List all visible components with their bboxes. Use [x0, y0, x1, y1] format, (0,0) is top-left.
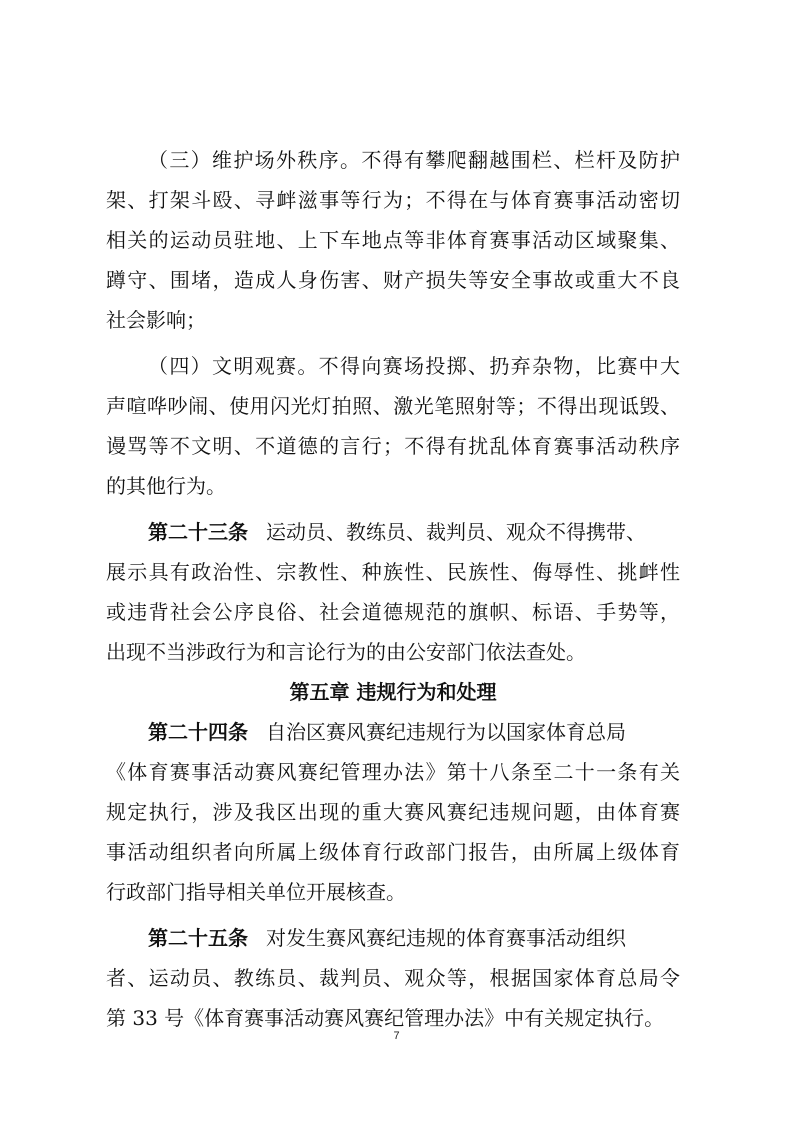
text-line: 相关的运动员驻地、上下车地点等非体育赛事活动区域聚集、: [106, 228, 680, 252]
page-body: [106, 140, 680, 1038]
text-line: 行政部门指导相关单位开展核查。: [106, 880, 406, 904]
text-line: 蹲守、围堵，造成人身伤害、财产损失等安全事故或重大不良: [106, 268, 680, 292]
text-line: 的其他行为。: [106, 474, 226, 498]
text-line: 展示具有政治性、宗教性、种族性、民族性、侮辱性、挑衅性: [106, 560, 680, 584]
paragraph-civilized-viewing: [106, 346, 680, 506]
text-line: 《体育赛事活动赛风赛纪管理办法》第十八条至二十一条有关: [106, 760, 680, 784]
text-line: 出现不当涉政行为和言论行为的由公安部门依法查处。: [106, 640, 586, 664]
text-line: 事活动组织者向所属上级体育行政部门报告，由所属上级体育: [106, 840, 680, 864]
text-line: 声喧哗吵闹、使用闪光灯拍照、激光笔照射等；不得出现诋毁、: [106, 394, 680, 418]
article-title: 第二十五条: [148, 926, 248, 950]
paragraph-maintain-order: [106, 140, 680, 340]
article-first-line: [106, 712, 680, 752]
text-line: 社会影响；: [106, 308, 206, 332]
article-first-line: [106, 918, 680, 958]
text-line: 规定执行，涉及我区出现的重大赛风赛纪违规问题，由体育赛: [106, 800, 680, 824]
article-text: 自治区赛风赛纪违规行为以国家体育总局: [266, 720, 626, 744]
article-text: 运动员、教练员、裁判员、观众不得携带、: [266, 520, 646, 544]
text-line: 谩骂等不文明、不道德的言行；不得有扰乱体育赛事活动秩序: [106, 434, 680, 458]
article-24: [106, 712, 680, 912]
article-title: 第二十四条: [148, 720, 248, 744]
page-number: 7: [393, 1030, 400, 1042]
text-line: 者、运动员、教练员、裁判员、观众等，根据国家体育总局令: [106, 966, 680, 990]
text-line: 架、打架斗殴、寻衅滋事等行为；不得在与体育赛事活动密切: [106, 188, 680, 212]
text-line: （三）维护场外秩序。不得有攀爬翻越围栏、栏杆及防护: [148, 148, 680, 172]
article-23: [106, 512, 680, 672]
text-line: 或违背社会公序良俗、社会道德规范的旗帜、标语、手势等，: [106, 600, 680, 624]
article-text: 对发生赛风赛纪违规的体育赛事活动组织: [266, 926, 626, 950]
text-line: （四）文明观赛。不得向赛场投掷、扔弃杂物，比赛中大: [148, 354, 680, 378]
article-title: 第二十三条: [148, 520, 248, 544]
chapter-heading: 第五章 违规行为和处理: [289, 680, 497, 704]
text-line: 第 33 号《体育赛事活动赛风赛纪管理办法》中有关规定执行。: [106, 1006, 665, 1030]
article-first-line: [106, 512, 680, 552]
article-25: [106, 918, 680, 1038]
